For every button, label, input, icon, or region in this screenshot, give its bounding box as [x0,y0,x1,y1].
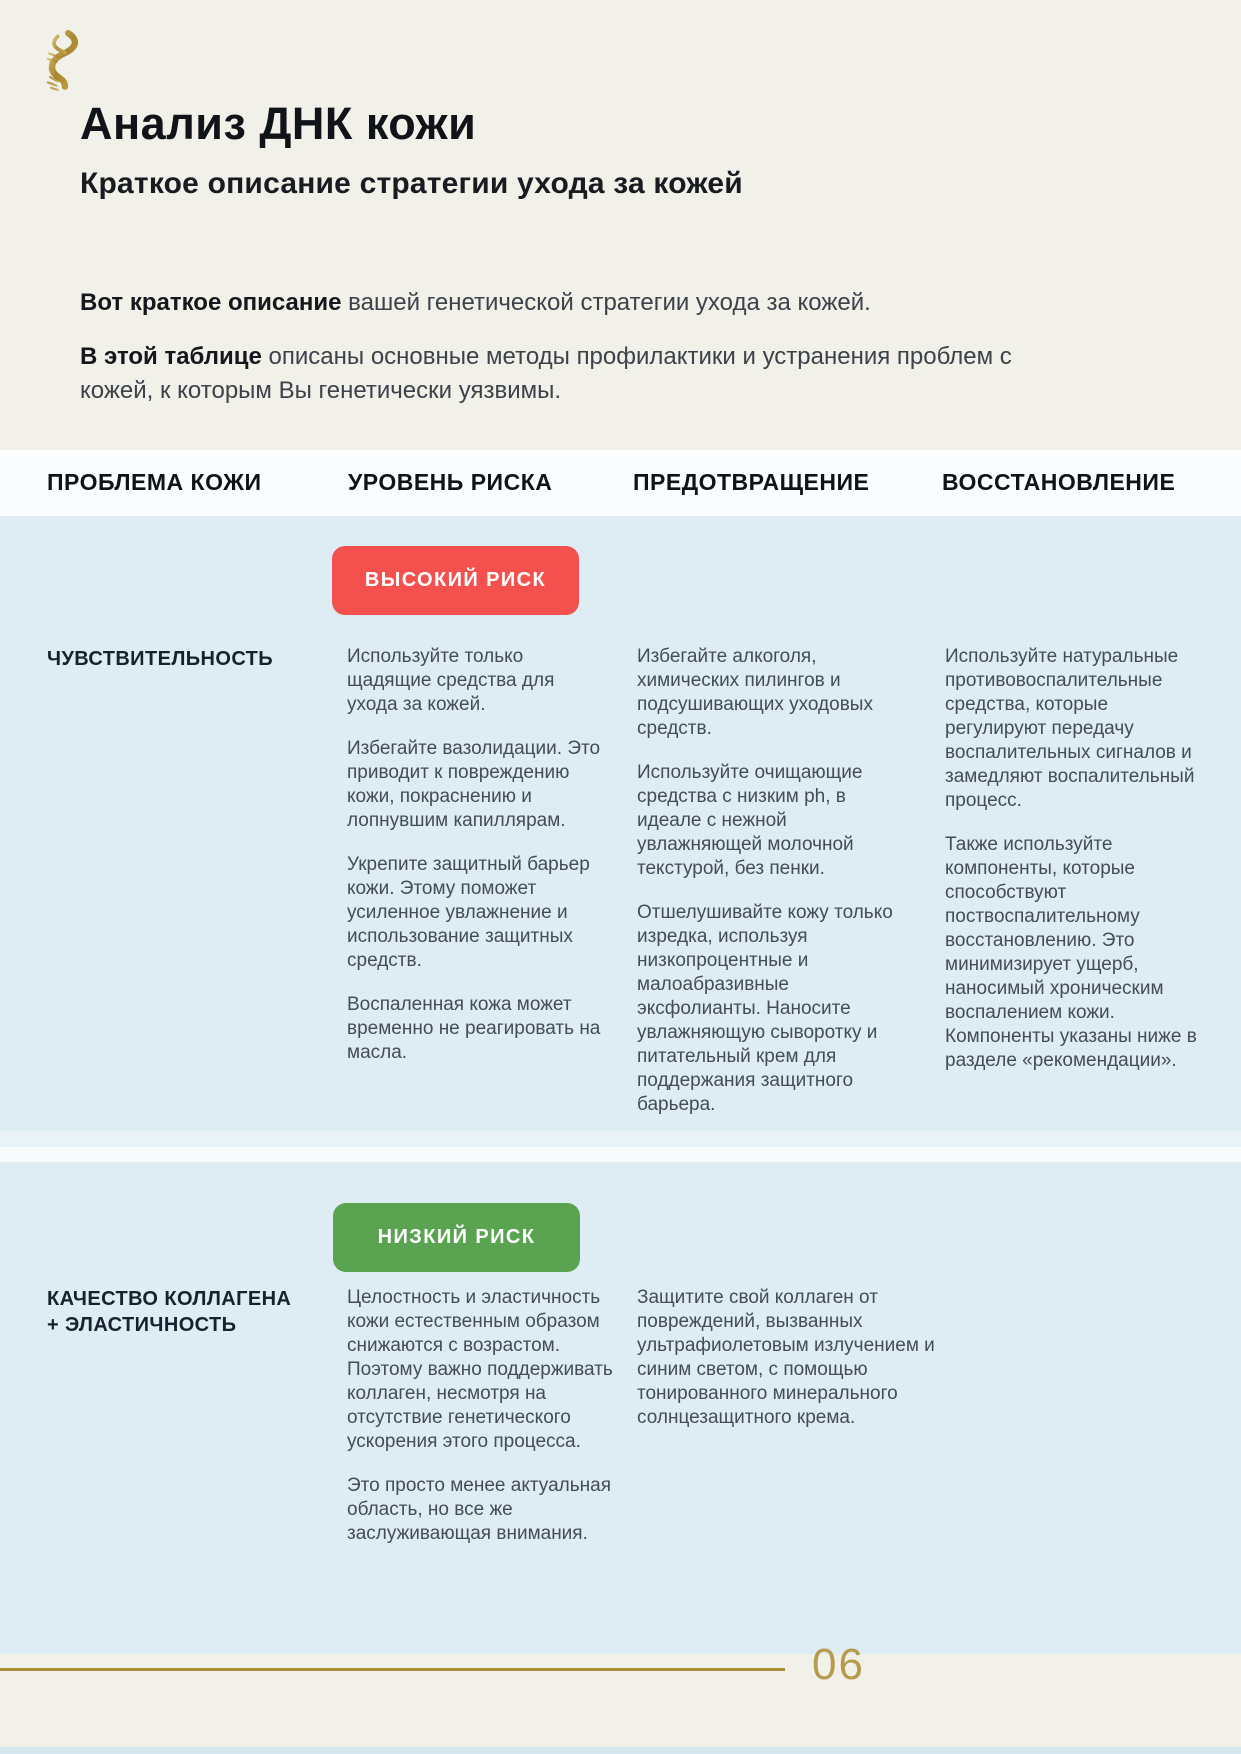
advice-paragraph: Укрепите защитный барьер кожи. Этому поможет усиленное увлажнение и использование защитных средств. [347,854,590,971]
advice-paragraph: Целостность и эластичность кожи естественным образом снижаются с возрастом. Поэтому важно поддерживать коллаген, несмотря на отсутствие генетического ускорения этого процесса. [347,1287,613,1452]
sensitivity-prevention [637,645,899,1137]
page-number: 06 [812,1640,865,1689]
advice-paragraph: Избегайте вазолидации. Это приводит к повреждению кожи, покраснению и лопнувшим капиллярам. [347,738,601,831]
column-header-skin-problem: ПРОБЛЕМА КОЖИ [47,469,262,495]
low-risk-badge: НИЗКИЙ РИСК [333,1203,580,1272]
advice-paragraph: Это просто менее актуальная область, но все же заслуживающая внимания. [347,1475,611,1544]
page-subtitle: Краткое описание стратегии ухода за кожей [80,167,743,200]
section-divider-gap [0,1147,1241,1162]
column-header-recovery: ВОССТАНОВЛЕНИЕ [942,469,1176,495]
intro-paragraph-1 [80,286,1030,320]
advice-paragraph: Используйте только щадящие средства для ухода за кожей. [347,646,555,715]
advice-paragraph: Используйте натуральные противовоспалительные средства, которые регулируют передачу воспалительных сигналов и замедляют воспалительный процесс. [945,646,1195,811]
row-label-sensitivity: ЧУВСТВИТЕЛЬНОСТЬ [47,648,274,670]
intro-1-lead: Вот краткое описание [80,289,342,316]
intro-2-text: описаны основные методы профилактики и устранения проблем с кожей, к которым Вы генетически уязвимы. [80,343,1012,404]
sensitivity-recovery [945,645,1213,1093]
sensitivity-risk-advice [347,645,605,1085]
intro-2-lead: В этой таблице [80,343,262,370]
collagen-risk-advice [347,1286,635,1566]
high-risk-badge: ВЫСОКИЙ РИСК [332,546,579,615]
advice-paragraph: Защитите свой коллаген от повреждений, вызванных ультрафиолетовым излучением и синим светом, с помощью тонированного минерального солнцезащитного крема. [637,1287,935,1428]
bottom-edge-strip [0,1747,1241,1754]
intro-paragraph-2 [80,340,1030,408]
section-bottom-band [0,1131,1241,1147]
column-header-prevention: ПРЕДОТВРАЩЕНИЕ [633,469,870,495]
advice-paragraph: Используйте очищающие средства с низким ph, в идеале с нежной увлажняющей молочной текстурой, без пенки. [637,762,863,879]
column-header-risk-level: УРОВЕНЬ РИСКА [348,469,553,495]
dna-helix-icon [40,30,90,92]
intro-1-text: вашей генетической стратегии ухода за кожей. [341,289,871,316]
page-title: Анализ ДНК кожи [80,98,477,149]
collagen-prevention [637,1286,937,1450]
advice-paragraph: Избегайте алкоголя, химических пилингов и подсушивающих уходовых средств. [637,646,873,739]
advice-paragraph: Также используйте компоненты, которые способствуют поствоспалительному восстановлению. Это минимизирует ущерб, наносимый хроническим воспалением кожи. Компоненты указаны ниже в разделе «рекомендации». [945,834,1197,1071]
advice-paragraph: Отшелушивайте кожу только изредка, используя низкопроцентные и малоабразивные эксфолианты. Наносите увлажняющую сыворотку и питательный крем для поддержания защитного барьера. [637,902,893,1115]
footer-gold-rule [0,1668,785,1671]
row-label-collagen-quality: КАЧЕСТВО КОЛЛАГЕНА + ЭЛАСТИЧНОСТЬ [47,1288,292,1336]
advice-paragraph: Воспаленная кожа может временно не реагировать на масла. [347,994,601,1063]
